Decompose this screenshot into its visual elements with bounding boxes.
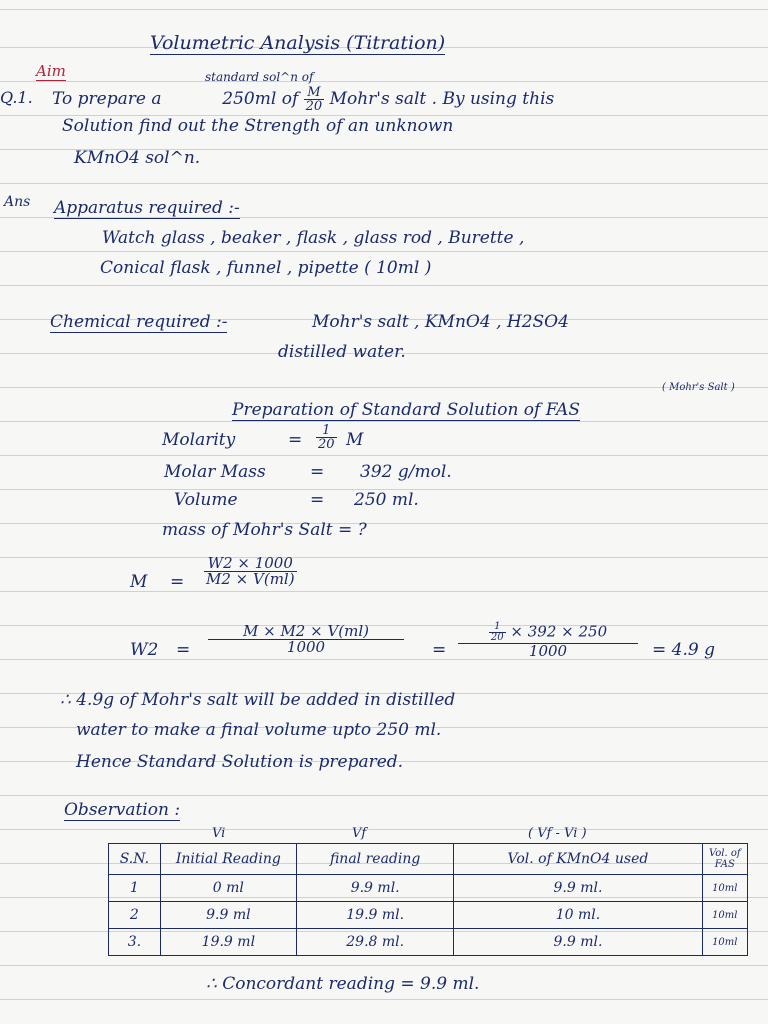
- top-label-vi: Vi: [212, 826, 226, 841]
- apparatus-line-1: Watch glass , beaker , flask , glass rod , Burette ,: [102, 228, 525, 248]
- question-line-1: [52, 86, 554, 113]
- mass-question: mass of Mohr's Salt = ?: [162, 520, 367, 540]
- molarity-fraction: [316, 424, 337, 451]
- header-vol-kmno4: Vol. of KMnO4 used: [454, 844, 702, 875]
- conclusion-line-1: ∴ 4.9g of Mohr's salt will be added in distilled: [60, 690, 456, 710]
- calc-num-rest: × 392 × 250: [510, 622, 608, 641]
- w2-lhs: W2: [130, 640, 159, 660]
- apparatus-line-2: Conical flask , funnel , pipette ( 10ml ): [100, 258, 432, 278]
- cell-initial: 0 ml: [160, 875, 296, 902]
- formula-den: M2 × V(ml): [206, 570, 295, 588]
- insert-note: standard sol^n of: [205, 70, 314, 84]
- observation-table: [108, 843, 748, 956]
- question-fraction: [304, 86, 325, 113]
- table-row: [109, 902, 748, 929]
- calc-den: 1000: [528, 642, 568, 660]
- chemical-line-1: Mohr's salt , KMnO4 , H2SO4: [312, 312, 569, 332]
- header-initial: Initial Reading: [160, 844, 296, 875]
- w2-num: M × M2 × V(ml): [208, 624, 404, 640]
- cell-vol-kmno4: 10 ml.: [454, 902, 702, 929]
- question-frac-den: 20: [305, 99, 323, 114]
- answer-label: Ans: [4, 194, 31, 210]
- observation-heading: Observation :: [64, 800, 181, 820]
- molar-mass-eq: =: [310, 462, 325, 482]
- cell-vol-fas: 10ml: [702, 902, 747, 929]
- question-line-1b: 250ml of: [222, 89, 299, 109]
- cell-vol-kmno4: 9.9 ml.: [454, 875, 702, 902]
- molarity-den: 20: [318, 437, 335, 452]
- calc-num: [458, 622, 638, 644]
- w2-fraction: [208, 624, 404, 655]
- preparation-side-note: ( Mohr's Salt ): [662, 382, 735, 393]
- question-line-3: KMnO4 sol^n.: [74, 148, 201, 168]
- page-title: Volumetric Analysis (Titration): [150, 32, 446, 54]
- cell-sn: 1: [109, 875, 161, 902]
- top-label-vf: Vf: [352, 826, 367, 841]
- question-line-1a: To prepare a: [52, 89, 162, 109]
- cell-final: 29.8 ml.: [296, 929, 453, 956]
- formula-num: W2 × 1000: [204, 556, 297, 572]
- formula-eq: =: [170, 572, 185, 592]
- molarity-unit: M: [346, 430, 364, 450]
- question-frac-num: M: [304, 86, 325, 100]
- molarity-eq: =: [288, 430, 303, 450]
- table-row: [109, 875, 748, 902]
- formula-lhs: M: [130, 572, 148, 592]
- header-sn: S.N.: [109, 844, 161, 875]
- calc-num-frac-n: 1: [489, 622, 506, 633]
- molarity-label: Molarity: [162, 430, 236, 450]
- conclusion-line-2: water to make a final volume upto 250 ml.: [76, 720, 442, 740]
- cell-vol-fas: 10ml: [702, 875, 747, 902]
- w2-den: 1000: [286, 638, 326, 656]
- concordant-reading: ∴ Concordant reading = 9.9 ml.: [206, 974, 480, 994]
- table-header-row: [109, 844, 748, 875]
- volume-value: 250 ml.: [354, 490, 419, 510]
- calc-fraction: [458, 622, 638, 659]
- header-final: final reading: [296, 844, 453, 875]
- cell-initial: 19.9 ml: [160, 929, 296, 956]
- molarity-num: 1: [316, 424, 337, 438]
- question-line-2: Solution find out the Strength of an unknown: [62, 116, 454, 136]
- apparatus-heading: Apparatus required :-: [54, 198, 240, 218]
- chemical-heading: Chemical required :-: [50, 312, 228, 332]
- question-number: Q.1.: [0, 88, 33, 107]
- calc-result: = 4.9 g: [652, 640, 715, 660]
- w2-eq: =: [176, 640, 191, 660]
- cell-sn: 2: [109, 902, 161, 929]
- preparation-heading: Preparation of Standard Solution of FAS: [232, 400, 580, 420]
- conclusion-line-3: Hence Standard Solution is prepared.: [76, 752, 404, 772]
- formula-fraction: [204, 556, 297, 587]
- question-line-1c: Mohr's salt . By using this: [329, 89, 555, 109]
- top-label-diff: ( Vf - Vi ): [528, 826, 587, 841]
- volume-label: Volume: [174, 490, 238, 510]
- cell-final: 19.9 ml.: [296, 902, 453, 929]
- calc-eq: =: [432, 640, 447, 660]
- chemical-line-2: distilled water.: [278, 342, 406, 362]
- cell-sn: 3.: [109, 929, 161, 956]
- table-row: [109, 929, 748, 956]
- cell-initial: 9.9 ml: [160, 902, 296, 929]
- molar-mass-label: Molar Mass: [164, 462, 266, 482]
- volume-eq: =: [310, 490, 325, 510]
- header-vol-fas: Vol. of FAS: [702, 844, 747, 875]
- cell-vol-kmno4: 9.9 ml.: [454, 929, 702, 956]
- cell-vol-fas: 10ml: [702, 929, 747, 956]
- calc-num-frac-d: 20: [490, 632, 504, 643]
- molar-mass-value: 392 g/mol.: [360, 462, 452, 482]
- aim-label: Aim: [36, 62, 66, 80]
- cell-final: 9.9 ml.: [296, 875, 453, 902]
